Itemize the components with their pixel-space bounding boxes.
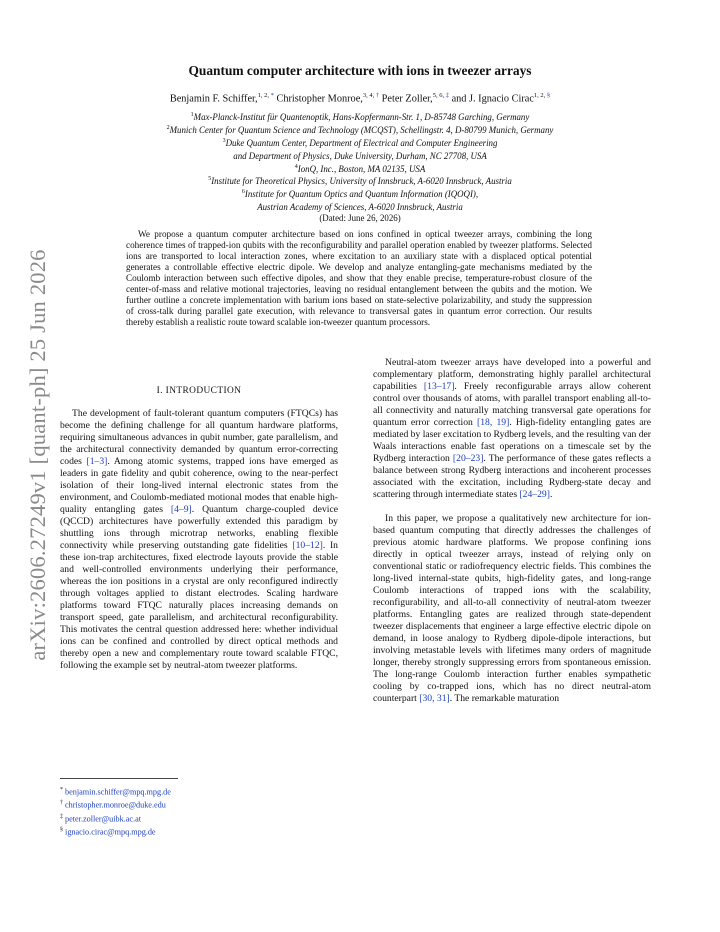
citation-link[interactable]: [20–23]: [452, 452, 484, 464]
affiliation-line: Austrian Academy of Sciences, A-6020 Innsbruck, Austria: [257, 202, 463, 213]
paper-title: Quantum computer architecture with ions in tweezer arrays: [188, 63, 532, 78]
citation-link[interactable]: [13–17]: [423, 380, 455, 392]
section-heading: I. INTRODUCTION: [156, 386, 242, 396]
footnote-email: § ignacio.cirac@mpq.mpg.de: [60, 826, 156, 837]
paragraph: The development of fault-tolerant quantum computers (FTQCs) has become the defining challenge for all quantum hardware platforms, requiring simultaneous advances in qubit number, gate parallelism, and the architectural connectivity demanded by quantum error-correcting codes [1–3]. Among atomic systems, trapped ions have emerged as leaders in gate fidelity and qubit coherence, owing to the near-perfect isolation of their long-lived internal electronic states from the environment, and Coulomb-mediated motional modes that enable high-quality entangling gates [4–9]. Quantum charge-coupled device (QCCD) architectures have powerfully extended this paradigm by shuttling ions through microtrap networks, enabling flexible connectivity while preserving outstanding gate fidelities [10–12]. In these ion-trap architectures, fixed electrode layouts provide the stable and well-controlled environments underlying their performance, whereas the ion positions in a crystal are only reconfigured indirectly through voltages applied to distant electrodes. Scaling hardware platforms toward FTQC naturally places increasing demands on transport speed, gate parallelism, and architectural reconfigurability. This motivates the central question addressed here: whether individual ions can be confined and controlled by direct optical methods and thereby open a new and complementary route toward scalable FTQC, following the example set by neutral-atom tweezer platforms.: [60, 407, 338, 671]
author-name: Christopher Monroe,: [276, 93, 363, 105]
affiliations: [0, 110, 720, 224]
citation-link[interactable]: [18, 19]: [477, 416, 510, 428]
affiliation-line: $^2$Munich Center for Quantum Science and Technology (MCQST), Schellingstr. 4, D-80799 Munich, Germany: [166, 124, 554, 135]
left-column: [60, 386, 338, 672]
author-affil-sup: 5, 6,: [432, 92, 446, 99]
affiliation-line: $^4$IonQ, Inc., Boston, MA 02135, USA: [294, 163, 426, 174]
author-name: Peter Zoller,: [381, 93, 433, 105]
author-affil-sup: 1, 2,: [257, 92, 271, 99]
footnote-email: ‡ peter.zoller@uibk.ac.at: [60, 813, 142, 824]
affiliation-line: $^6$Institute for Quantum Optics and Quantum Information (IQOQI),: [241, 189, 479, 200]
footnotes: [60, 778, 338, 838]
affiliation-line: $^5$Institute for Theoretical Physics, University of Innsbruck, A-6020 Innsbruck, Austria: [208, 176, 512, 187]
email-link[interactable]: christopher.monroe@duke.edu: [65, 801, 166, 811]
abstract: We propose a quantum computer architecture based on ions confined in optical tweezer arrays, combining the long coherence times of trapped-ion qubits with the reconfigurability and parallel operation enabled by tweezer platforms. Selected ions are transported to local interaction zones, where excitation to an auxiliary state with a displaced optical potential generates a controllable effective electric dipole. We develop and analyze entangling-gate mechanisms mediated by the Coulomb interaction between such effective dipoles, and show that they enable precise, temperature-robust closure of the center-of-mass and relative motional trajectories, leaving no residual entanglement between the qubits and the motion. We further outline a concrete implementation with barium ions based on state-selective polarizability, and study the suppression of cross-talk during parallel gate execution, with relevance to transversal gates in quantum error correction. Our results thereby establish a realistic route toward scalable ion-tweezer quantum processors.: [126, 229, 592, 327]
affiliation-line: $^3$Duke Quantum Center, Department of Electrical and Computer Engineering: [222, 137, 498, 148]
footnote-rule: [60, 778, 178, 779]
author-footnote-link[interactable]: ‡: [445, 92, 449, 99]
arxiv-side-stamp: [18, 245, 58, 665]
author-affil-sup: 1, 2,: [533, 92, 547, 99]
author-name: and J. Ignacio Cirac: [451, 93, 534, 105]
right-column: [373, 357, 651, 705]
author-list: [0, 92, 720, 104]
affiliation-line: $^1$Max-Planck-Institut für Quantenoptik, Hans-Kopfermann-Str. 1, D-85748 Garching, Germany: [190, 111, 530, 122]
footnote-email: † christopher.monroe@duke.edu: [60, 800, 166, 811]
paragraph: In this paper, we propose a qualitatively new architecture for ion-based quantum computing that directly addresses the challenges of previous atomic hardware platforms. We propose confining ions directly in optical tweezer arrays, instead of relying only on conventional static or radiofrequency electric fields. This combines the long-lived internal-state qubits, high-fidelity gates, and long-range Coulomb interactions of trapped ions with the scalability, reconfigurability, and all-to-all connectivity of neutral-atom tweezer platforms. Entangling gates are realized through state-dependent tweezer displacements that engineer a large effective electric dipole on demand, in loose analogy to Rydberg dipole-dipole interactions, but involving metastable levels with lifetimes many orders of magnitude longer, thereby strongly suppressing errors from spontaneous emission. The long-range Coulomb interaction further enables sympathetic cooling by co-trapped ions, which has no direct neutral-atom counterpart [30, 31]. The remarkable maturation: [373, 512, 651, 704]
date-line: (Dated: June 26, 2026): [319, 213, 401, 223]
author-footnote-link[interactable]: *: [270, 92, 274, 99]
citation-link[interactable]: [24–29]: [519, 488, 550, 500]
author-footnote-link[interactable]: †: [375, 92, 380, 99]
footnote-email: * benjamin.schiffer@mpq.mpg.de: [60, 787, 171, 797]
email-link[interactable]: peter.zoller@uibk.ac.at: [65, 814, 142, 824]
citation-link[interactable]: [10–12]: [292, 539, 323, 551]
email-link[interactable]: ignacio.cirac@mpq.mpg.de: [65, 827, 156, 837]
email-link[interactable]: benjamin.schiffer@mpq.mpg.de: [65, 787, 171, 797]
arxiv-identifier: arXiv:2606.27249v1 [quant-ph] 25 Jun 2026: [25, 249, 50, 661]
paragraph: Neutral-atom tweezer arrays have developed into a powerful and complementary platform, demonstrating highly parallel architectural capabilities [13–17]. Freely reconfigurable arrays allow coherent control over thousands of atoms, with parallel transport enabling all-to-all connectivity and naturally matching transversal gate operations for quantum error correction [18, 19]. High-fidelity entangling gates are mediated by laser excitation to Rydberg levels, and the resulting van der Waals interactions enable fast operations on a timescale set by the Rydberg interaction [20–23]. The performance of these gates reflects a balance between strong Rydberg interactions and incoherent processes associated with the excitation, including Rydberg-state decay and scattering through intermediate states [24–29].: [373, 357, 651, 500]
citation-link[interactable]: [1–3]: [86, 455, 108, 467]
citation-link[interactable]: [4–9]: [170, 503, 192, 515]
author-affil-sup: 3, 4,: [362, 92, 376, 99]
affiliation-line: and Department of Physics, Duke University, Durham, NC 27708, USA: [233, 150, 487, 161]
author-name: Benjamin F. Schiffer,: [169, 93, 258, 105]
citation-link[interactable]: [30, 31]: [419, 692, 450, 704]
author-footnote-link[interactable]: §: [546, 92, 551, 99]
